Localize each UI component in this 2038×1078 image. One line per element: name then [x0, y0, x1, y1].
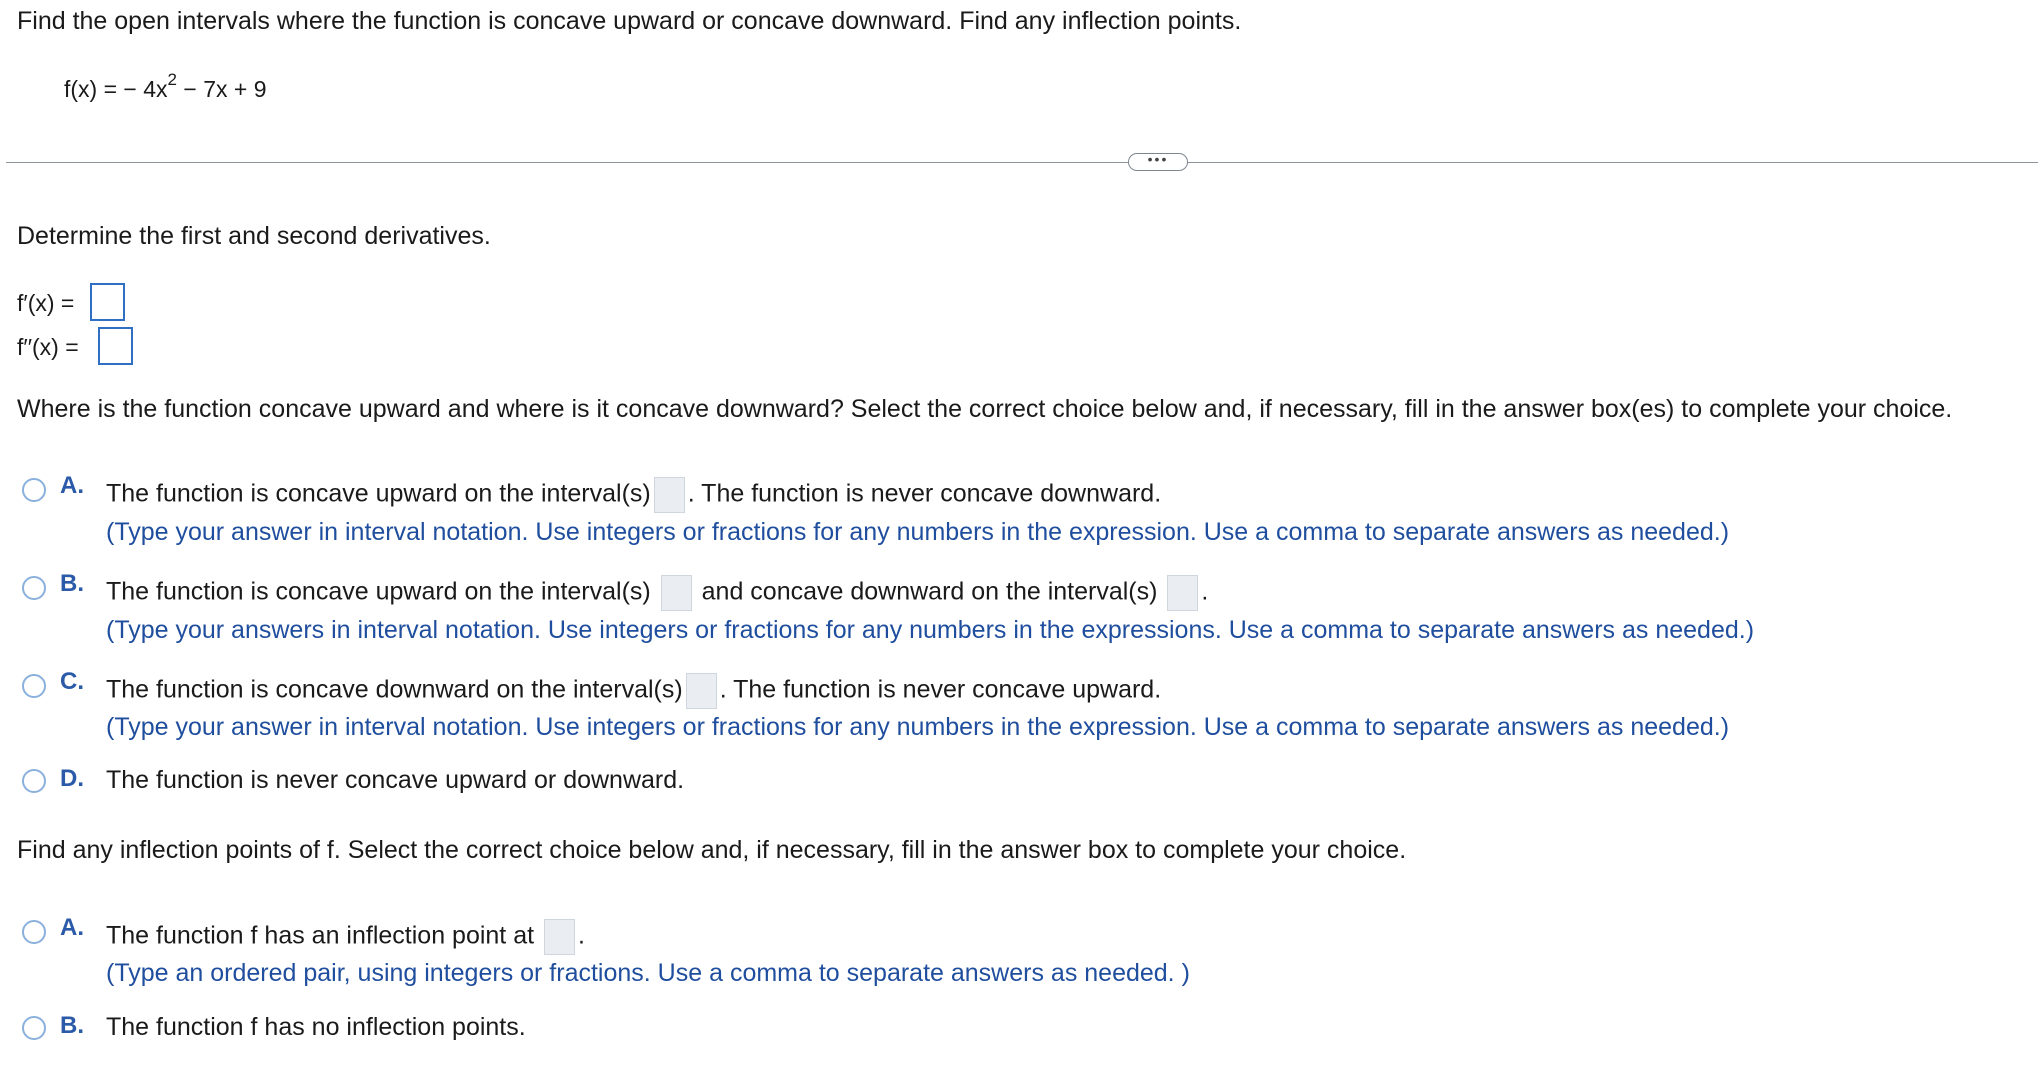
inflection-choice-b-text: The function f has no inflection points. — [106, 1013, 526, 1041]
choice-text: The function is concave upward on the interval(s) — [106, 479, 651, 508]
inflection-choice-a-hint: (Type an ordered pair, using integers or fractions. Use a comma to separate answers as needed. ) — [106, 959, 1190, 987]
concavity-b-downward-input[interactable] — [1167, 575, 1198, 611]
concavity-choice-a-radio[interactable] — [22, 478, 46, 502]
inflection-choice-a-text — [106, 919, 585, 955]
function-term1: − 4x — [123, 76, 168, 102]
concavity-a-interval-input[interactable] — [654, 477, 685, 513]
concavity-choice-b-radio[interactable] — [22, 576, 46, 600]
choice-text: . The function is never concave downward. — [687, 479, 1162, 508]
concavity-choice-a-letter: A. — [60, 472, 84, 499]
concavity-choice-a-text — [106, 477, 1161, 513]
inflection-choice-b-radio[interactable] — [22, 1016, 46, 1040]
concavity-choice-b-hint: (Type your answers in interval notation. Use integers or fractions for any numbers in the expressions. Use a comma to separate answers as needed.) — [106, 616, 1755, 644]
second-derivative-label: f′′(x) = — [17, 334, 79, 360]
inflection-choice-a-letter: A. — [60, 914, 84, 941]
inflection-choice-b-letter: B. — [60, 1012, 84, 1039]
concavity-choice-c-text — [106, 673, 1161, 709]
concavity-choice-c-hint: (Type your answer in interval notation. Use integers or fractions for any numbers in the expression. Use a comma to separate answers as needed.) — [106, 713, 1730, 741]
section-divider — [6, 162, 2038, 163]
inflection-point-input[interactable] — [544, 919, 575, 955]
expand-more-button[interactable]: ••• — [1128, 153, 1188, 171]
concavity-choice-a-hint: (Type your answer in interval notation. Use integers or fractions for any numbers in the expression. Use a comma to separate answers as needed.) — [106, 518, 1730, 546]
choice-text: The function is concave downward on the interval(s) — [106, 675, 683, 704]
function-lhs: f(x) = — [64, 76, 124, 102]
concavity-question: Where is the function concave upward and where is it concave downward? Select the correct choice below and, if necessary, fill in the answer box(es) to complete your choice. — [17, 395, 1953, 423]
choice-text: and concave downward on the interval(s) — [701, 577, 1158, 606]
first-derivative-input[interactable] — [90, 283, 125, 321]
choice-text: The function f has an inflection point at — [106, 921, 535, 950]
function-formula — [64, 70, 267, 107]
derivatives-heading: Determine the first and second derivatives. — [17, 222, 491, 250]
question-prompt: Find the open intervals where the function is concave upward or concave downward. Find any inflection points. — [17, 7, 1242, 35]
concavity-choice-d-text: The function is never concave upward or downward. — [106, 766, 685, 794]
inflection-choice-a-radio[interactable] — [22, 920, 46, 944]
concavity-choice-d-letter: D. — [60, 765, 84, 792]
choice-text: . — [1201, 577, 1209, 606]
concavity-choice-b-text — [106, 575, 1208, 611]
function-exponent: 2 — [167, 70, 178, 89]
concavity-choice-c-radio[interactable] — [22, 674, 46, 698]
choice-text: The function is concave upward on the interval(s) — [106, 577, 651, 606]
concavity-c-interval-input[interactable] — [686, 673, 717, 709]
concavity-choice-c-letter: C. — [60, 668, 84, 695]
concavity-choice-b-letter: B. — [60, 570, 84, 597]
second-derivative-input[interactable] — [98, 327, 133, 365]
first-derivative-label: f′(x) = — [17, 290, 75, 316]
concavity-b-upward-input[interactable] — [661, 575, 692, 611]
function-term2: − 7x + 9 — [177, 76, 267, 102]
choice-text: . The function is never concave upward. — [719, 675, 1162, 704]
inflection-question: Find any inflection points of f. Select the correct choice below and, if necessary, fill in the answer box to complete your choice. — [17, 836, 1407, 864]
concavity-choice-d-radio[interactable] — [22, 769, 46, 793]
choice-text: . — [578, 921, 585, 950]
